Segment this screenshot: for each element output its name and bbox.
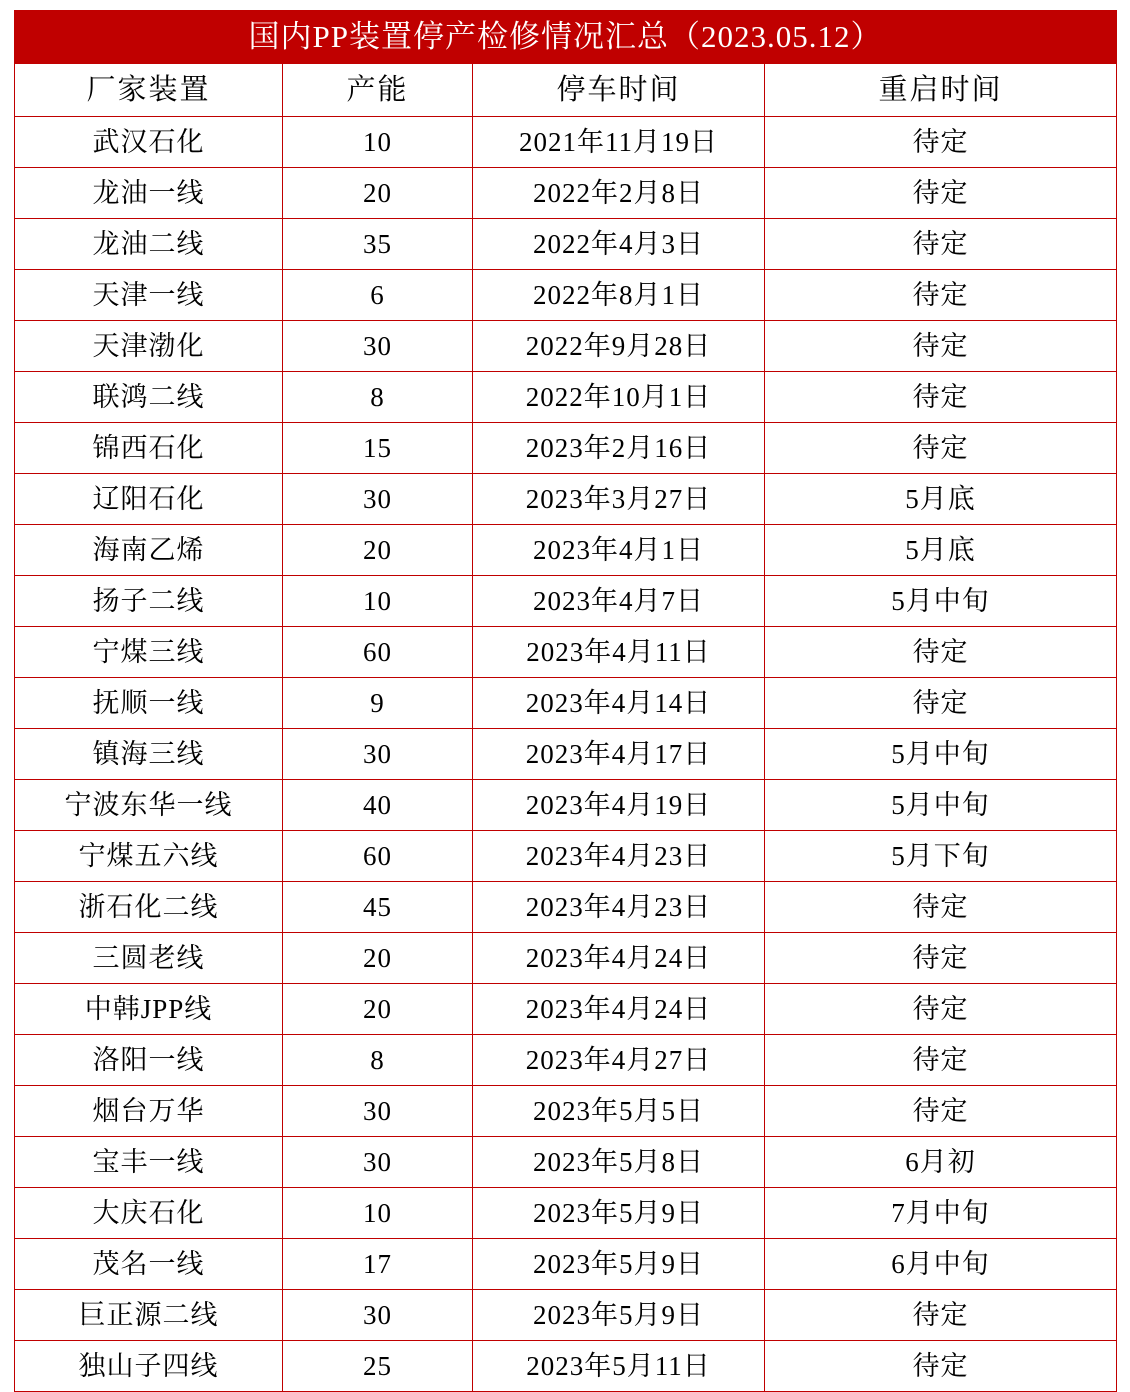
- cell-restart: 待定: [765, 423, 1117, 474]
- table-header-row: [15, 64, 1117, 117]
- table-row: [15, 1239, 1117, 1290]
- cell-plant: 宝丰一线: [15, 1137, 283, 1188]
- table-row: [15, 270, 1117, 321]
- cell-plant: 天津一线: [15, 270, 283, 321]
- cell-restart: 待定: [765, 270, 1117, 321]
- table-body: [15, 11, 1117, 1392]
- cell-restart: 5月中旬: [765, 780, 1117, 831]
- table-row: [15, 1290, 1117, 1341]
- cell-capacity: 10: [283, 117, 473, 168]
- cell-capacity: 35: [283, 219, 473, 270]
- cell-capacity: 30: [283, 1086, 473, 1137]
- cell-capacity: 6: [283, 270, 473, 321]
- column-header-capacity: 产能: [283, 64, 473, 117]
- cell-shutdown: 2023年4月27日: [473, 1035, 765, 1086]
- cell-shutdown: 2023年4月14日: [473, 678, 765, 729]
- table-row: [15, 1341, 1117, 1392]
- cell-capacity: 25: [283, 1341, 473, 1392]
- cell-shutdown: 2023年5月9日: [473, 1290, 765, 1341]
- column-header-restart-time: 重启时间: [765, 64, 1117, 117]
- cell-restart: 待定: [765, 882, 1117, 933]
- cell-restart: 5月底: [765, 525, 1117, 576]
- cell-plant: 宁波东华一线: [15, 780, 283, 831]
- cell-shutdown: 2023年5月9日: [473, 1239, 765, 1290]
- table-row: [15, 423, 1117, 474]
- table-row: [15, 474, 1117, 525]
- cell-capacity: 30: [283, 1290, 473, 1341]
- cell-plant: 大庆石化: [15, 1188, 283, 1239]
- cell-restart: 7月中旬: [765, 1188, 1117, 1239]
- table-row: [15, 525, 1117, 576]
- column-header-shutdown-time: 停车时间: [473, 64, 765, 117]
- cell-shutdown: 2023年4月11日: [473, 627, 765, 678]
- cell-capacity: 20: [283, 168, 473, 219]
- cell-shutdown: 2023年5月8日: [473, 1137, 765, 1188]
- table-row: [15, 372, 1117, 423]
- cell-capacity: 30: [283, 729, 473, 780]
- cell-capacity: 10: [283, 1188, 473, 1239]
- cell-restart: 5月中旬: [765, 576, 1117, 627]
- cell-capacity: 60: [283, 627, 473, 678]
- cell-restart: 待定: [765, 1086, 1117, 1137]
- cell-restart: 待定: [765, 1341, 1117, 1392]
- cell-restart: 待定: [765, 1290, 1117, 1341]
- cell-capacity: 20: [283, 525, 473, 576]
- cell-plant: 辽阳石化: [15, 474, 283, 525]
- table-row: [15, 168, 1117, 219]
- table-row: [15, 933, 1117, 984]
- cell-restart: 5月下旬: [765, 831, 1117, 882]
- table-row: [15, 117, 1117, 168]
- cell-capacity: 8: [283, 372, 473, 423]
- cell-plant: 天津渤化: [15, 321, 283, 372]
- cell-shutdown: 2022年9月28日: [473, 321, 765, 372]
- cell-capacity: 40: [283, 780, 473, 831]
- cell-capacity: 30: [283, 1137, 473, 1188]
- table-row: [15, 1188, 1117, 1239]
- cell-shutdown: 2023年5月5日: [473, 1086, 765, 1137]
- cell-capacity: 10: [283, 576, 473, 627]
- cell-restart: 待定: [765, 984, 1117, 1035]
- table-row: [15, 984, 1117, 1035]
- cell-plant: 扬子二线: [15, 576, 283, 627]
- cell-shutdown: 2023年4月24日: [473, 984, 765, 1035]
- table-row: [15, 729, 1117, 780]
- table-row: [15, 1086, 1117, 1137]
- table-title-row: [15, 11, 1117, 64]
- cell-restart: 5月中旬: [765, 729, 1117, 780]
- cell-restart: 待定: [765, 678, 1117, 729]
- cell-shutdown: 2023年4月7日: [473, 576, 765, 627]
- cell-restart: 待定: [765, 1035, 1117, 1086]
- cell-plant: 独山子四线: [15, 1341, 283, 1392]
- cell-shutdown: 2023年4月1日: [473, 525, 765, 576]
- cell-restart: 待定: [765, 117, 1117, 168]
- pp-maintenance-table: [14, 10, 1117, 1392]
- cell-plant: 武汉石化: [15, 117, 283, 168]
- cell-shutdown: 2023年4月23日: [473, 831, 765, 882]
- cell-plant: 三圆老线: [15, 933, 283, 984]
- table-row: [15, 882, 1117, 933]
- document-title: 国内PP装置停产检修情况汇总（2023.05.12）: [15, 11, 1117, 64]
- cell-capacity: 45: [283, 882, 473, 933]
- cell-shutdown: 2023年4月17日: [473, 729, 765, 780]
- cell-plant: 锦西石化: [15, 423, 283, 474]
- cell-capacity: 20: [283, 984, 473, 1035]
- cell-capacity: 30: [283, 321, 473, 372]
- cell-capacity: 8: [283, 1035, 473, 1086]
- cell-shutdown: 2023年5月11日: [473, 1341, 765, 1392]
- cell-plant: 宁煤三线: [15, 627, 283, 678]
- cell-plant: 抚顺一线: [15, 678, 283, 729]
- table-row: [15, 1137, 1117, 1188]
- column-header-plant: 厂家装置: [15, 64, 283, 117]
- cell-shutdown: 2023年2月16日: [473, 423, 765, 474]
- cell-capacity: 17: [283, 1239, 473, 1290]
- table-row: [15, 780, 1117, 831]
- cell-restart: 待定: [765, 219, 1117, 270]
- cell-restart: 待定: [765, 168, 1117, 219]
- table-row: [15, 321, 1117, 372]
- cell-plant: 龙油一线: [15, 168, 283, 219]
- cell-plant: 镇海三线: [15, 729, 283, 780]
- cell-restart: 待定: [765, 321, 1117, 372]
- table-row: [15, 219, 1117, 270]
- cell-plant: 联鸿二线: [15, 372, 283, 423]
- cell-plant: 巨正源二线: [15, 1290, 283, 1341]
- cell-shutdown: 2022年10月1日: [473, 372, 765, 423]
- cell-plant: 洛阳一线: [15, 1035, 283, 1086]
- table-row: [15, 831, 1117, 882]
- cell-capacity: 30: [283, 474, 473, 525]
- cell-capacity: 60: [283, 831, 473, 882]
- cell-shutdown: 2023年4月19日: [473, 780, 765, 831]
- table-row: [15, 576, 1117, 627]
- cell-shutdown: 2021年11月19日: [473, 117, 765, 168]
- cell-restart: 待定: [765, 933, 1117, 984]
- cell-capacity: 9: [283, 678, 473, 729]
- cell-plant: 海南乙烯: [15, 525, 283, 576]
- cell-shutdown: 2023年5月9日: [473, 1188, 765, 1239]
- cell-shutdown: 2022年8月1日: [473, 270, 765, 321]
- table-row: [15, 678, 1117, 729]
- cell-plant: 烟台万华: [15, 1086, 283, 1137]
- cell-plant: 龙油二线: [15, 219, 283, 270]
- cell-capacity: 15: [283, 423, 473, 474]
- cell-plant: 浙石化二线: [15, 882, 283, 933]
- cell-restart: 待定: [765, 627, 1117, 678]
- cell-shutdown: 2022年4月3日: [473, 219, 765, 270]
- table-row: [15, 1035, 1117, 1086]
- cell-capacity: 20: [283, 933, 473, 984]
- cell-plant: 宁煤五六线: [15, 831, 283, 882]
- cell-restart: 6月初: [765, 1137, 1117, 1188]
- cell-restart: 待定: [765, 372, 1117, 423]
- cell-shutdown: 2023年4月23日: [473, 882, 765, 933]
- cell-plant: 中韩JPP线: [15, 984, 283, 1035]
- table-row: [15, 627, 1117, 678]
- cell-restart: 6月中旬: [765, 1239, 1117, 1290]
- cell-plant: 茂名一线: [15, 1239, 283, 1290]
- cell-shutdown: 2023年3月27日: [473, 474, 765, 525]
- cell-restart: 5月底: [765, 474, 1117, 525]
- cell-shutdown: 2023年4月24日: [473, 933, 765, 984]
- cell-shutdown: 2022年2月8日: [473, 168, 765, 219]
